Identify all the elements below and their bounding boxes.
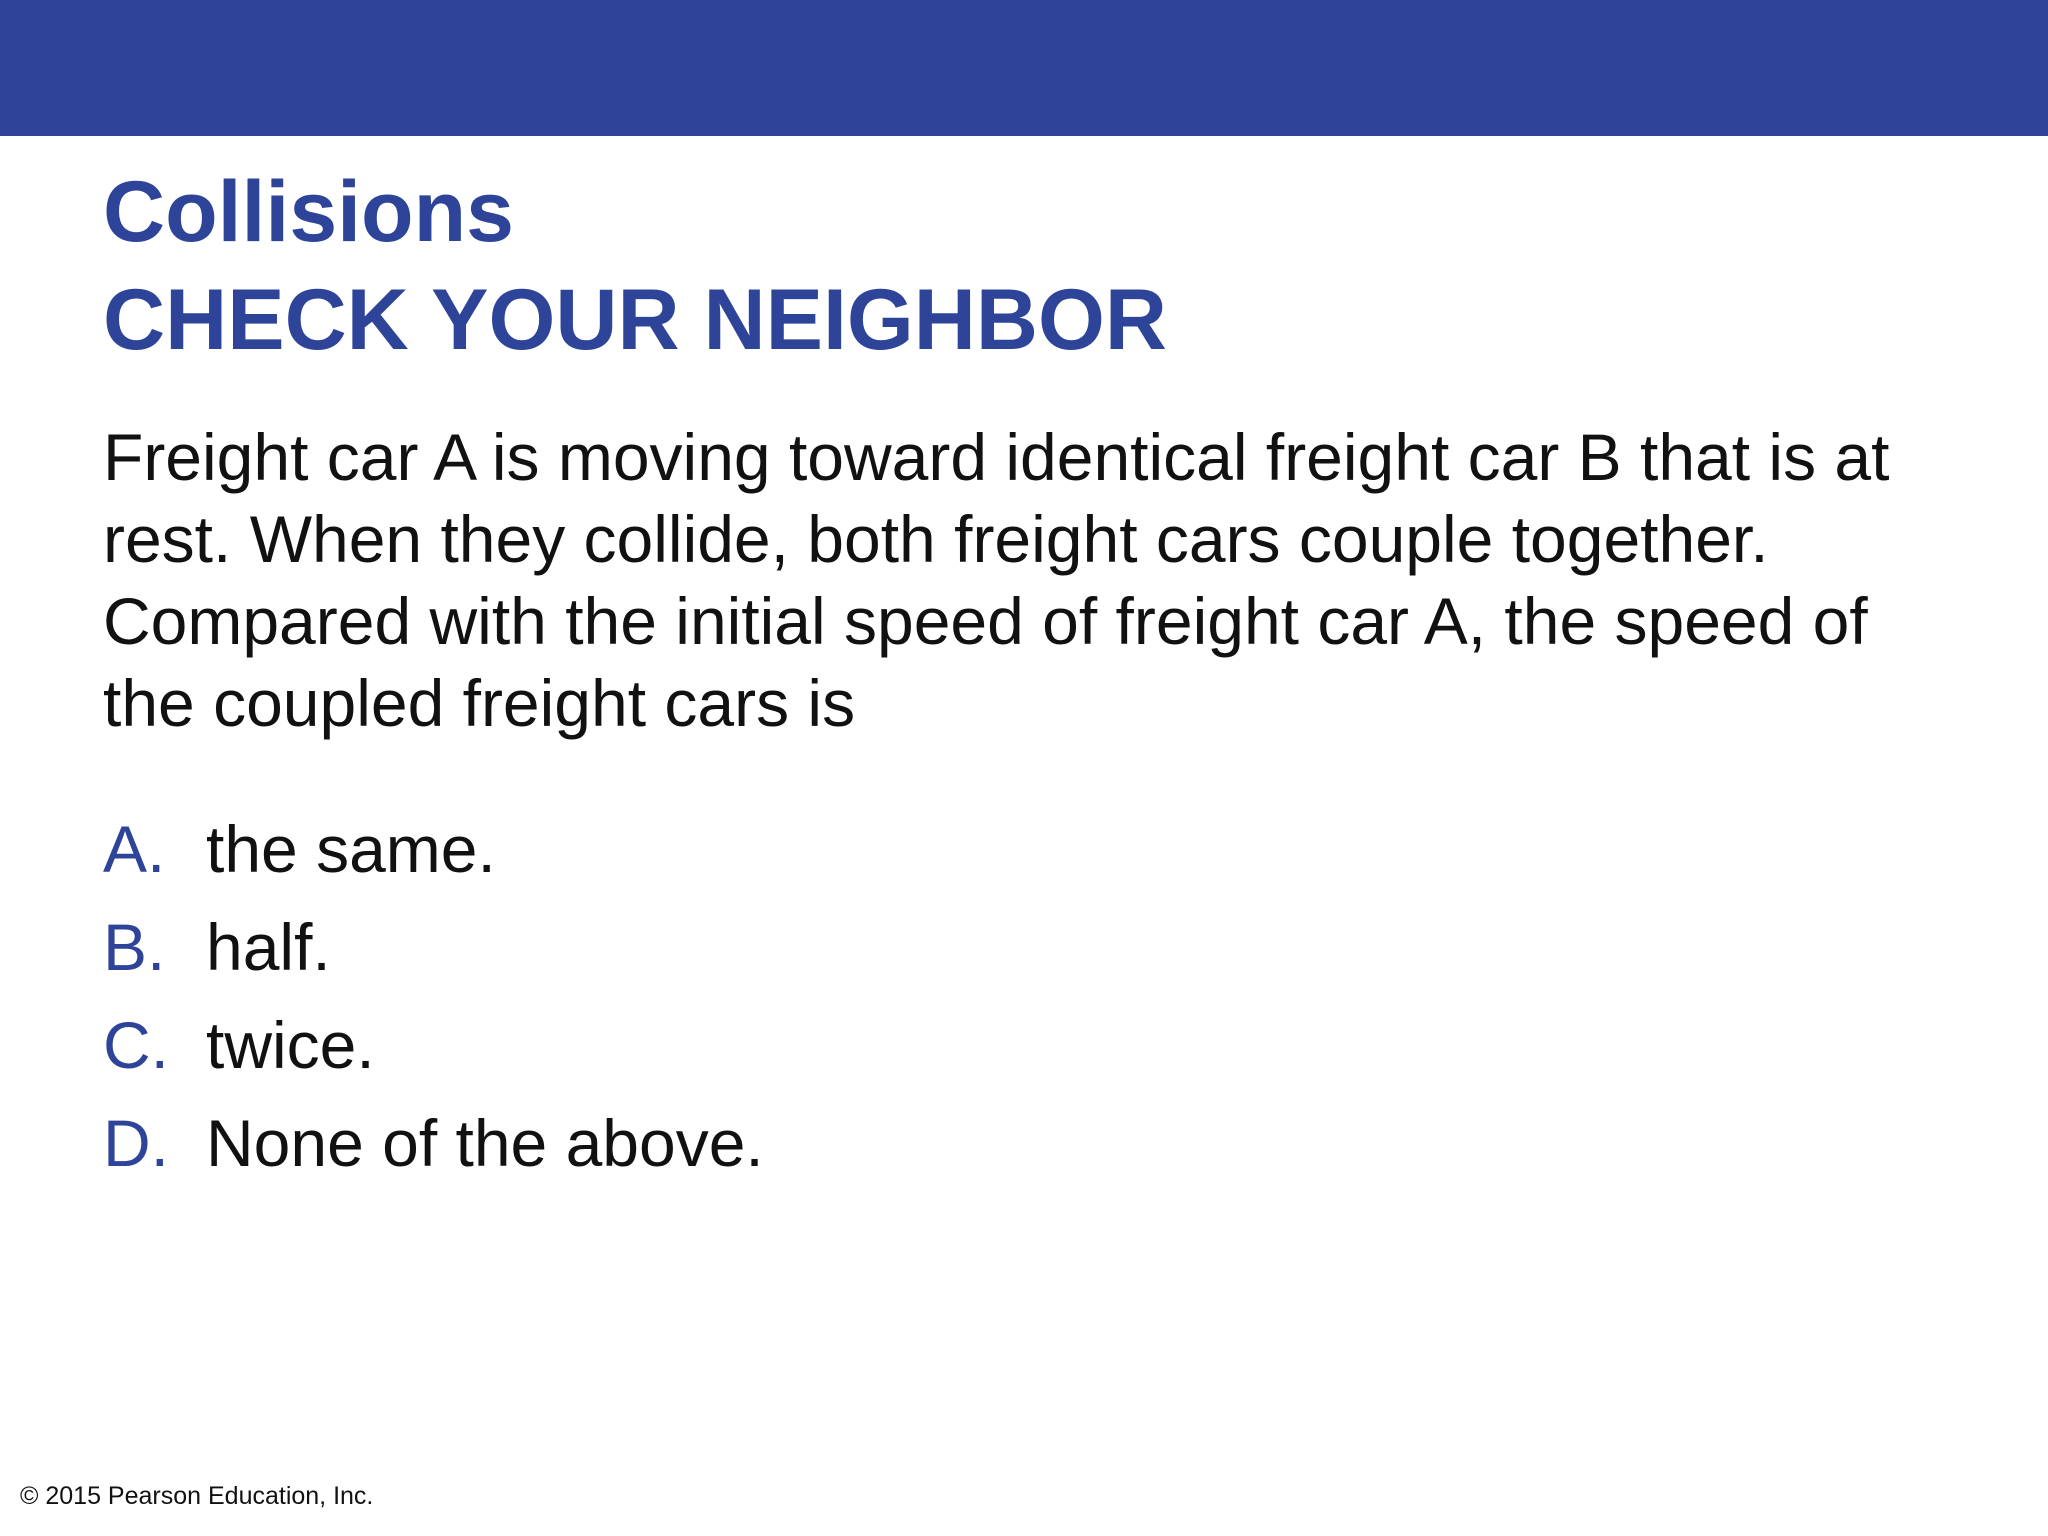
question-text: Freight car A is moving toward identical freight car B that is at rest. When they collide, both freight cars couple together. Compared with the initial speed of freight car A, the speed of the coupled freight cars is xyxy=(103,420,1890,740)
answer-text: None of the above. xyxy=(206,1106,764,1180)
answer-text: the same. xyxy=(206,812,496,886)
answer-option-a xyxy=(103,800,764,898)
answer-text: half. xyxy=(206,910,331,984)
header-bar xyxy=(0,0,2048,136)
title-subtitle: CHECK YOUR NEIGHBOR xyxy=(103,272,1167,368)
answer-option-c xyxy=(103,996,764,1094)
answer-letter: B. xyxy=(103,910,166,984)
answer-letter: D. xyxy=(103,1106,169,1180)
answer-text: twice. xyxy=(206,1008,375,1082)
copyright-footer: © 2015 Pearson Education, Inc. xyxy=(20,1482,374,1510)
answer-letter: A. xyxy=(103,812,166,886)
title-topic: Collisions xyxy=(103,164,514,260)
answer-option-b xyxy=(103,898,764,996)
answer-option-d xyxy=(103,1094,764,1192)
answer-letter: C. xyxy=(103,1008,169,1082)
slide-title xyxy=(103,158,1167,374)
answer-list xyxy=(103,800,764,1192)
